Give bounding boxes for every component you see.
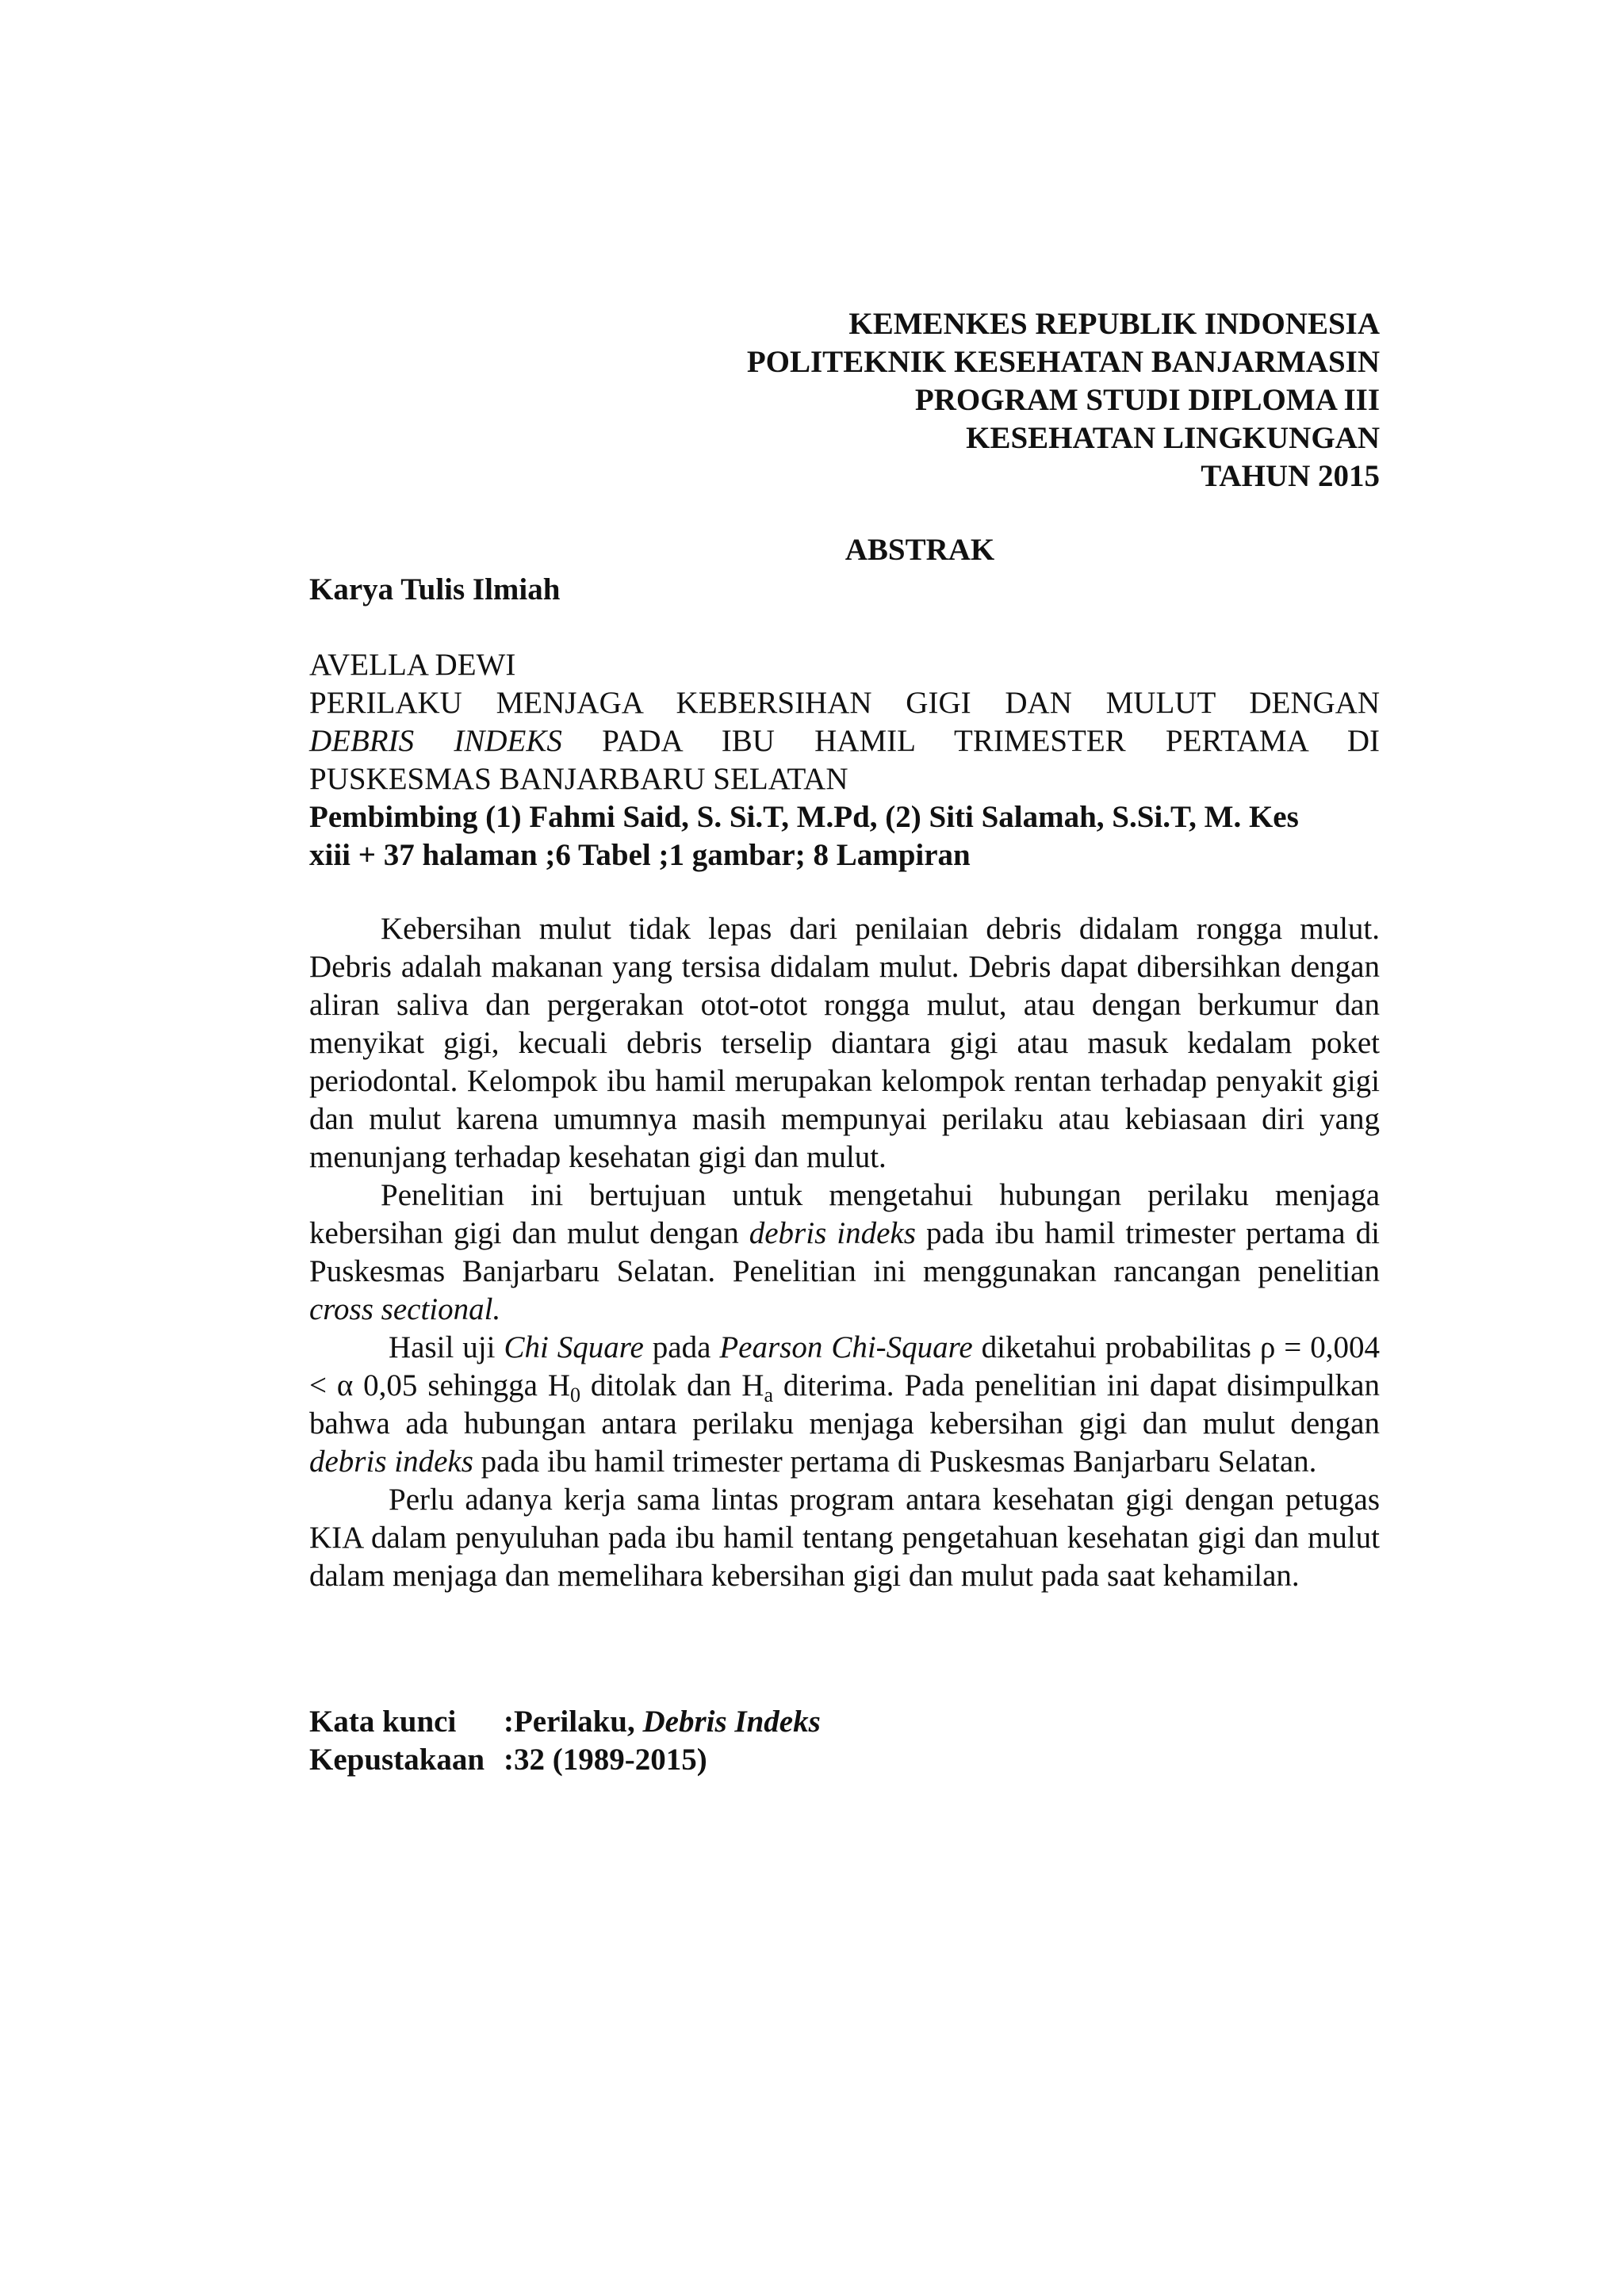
institution-header bbox=[309, 305, 1380, 496]
references-value: :32 (1989-2015) bbox=[504, 1743, 707, 1777]
document-type: Karya Tulis Ilmiah bbox=[309, 572, 561, 607]
keywords-line bbox=[309, 1703, 821, 1741]
header-line-year: TAHUN 2015 bbox=[1201, 459, 1380, 493]
thesis-title bbox=[309, 684, 1380, 760]
author-name: AVELLA DEWI bbox=[309, 648, 516, 682]
paragraph-4: Perlu adanya kerja sama lintas program antara kesehatan gigi dengan petugas KIA dalam penyuluhan pada ibu hamil tentang pengetahuan kesehatan gigi dan mulut dalam menjaga dan memelihara kebersihan gigi dan mulut pada saat kehamilan. bbox=[309, 1483, 1380, 1593]
paragraph-2: Penelitian ini bertujuan untuk mengetahui hubungan perilaku menjaga kebersihan gigi dan mulut dengan debris indeks pada ibu hamil trimester pertama di Puskesmas Banjarbaru Selatan. Penelitian ini menggunakan rancangan penelitian cross sectional. bbox=[309, 1178, 1380, 1326]
supervisors-line: Pembimbing (1) Fahmi Said, S. Si.T, M.Pd, (2) Siti Salamah, S.Si.T, M. Kes bbox=[309, 800, 1299, 834]
paragraph-1: Kebersihan mulut tidak lepas dari penilaian debris didalam rongga mulut. Debris adalah makanan yang tersisa didalam mulut. Debris dapat dibersihkan dengan aliran saliva dan pergerakan otot-otot rongga mulut, atau dengan berkumur dan menyikat gigi, kecuali debris terselip diantara gigi atau masuk kedalam poket periodontal. Kelompok ibu hamil merupakan kelompok rentan terhadap penyakit gigi dan mulut karena umumnya masih mempunyai perilaku atau kebiasaan diri yang menunjang terhadap kesehatan gigi dan mulut. bbox=[309, 912, 1380, 1174]
abstract-body bbox=[309, 910, 1380, 1595]
title-italic-term: DEBRIS INDEKS bbox=[309, 724, 562, 758]
keywords-value: :Perilaku, bbox=[504, 1705, 643, 1739]
abstract-heading: ABSTRAK bbox=[845, 533, 995, 567]
references-line bbox=[309, 1741, 707, 1779]
page-info-line: xiii + 37 halaman ;6 Tabel ;1 gambar; 8 Lampiran bbox=[309, 838, 971, 872]
title-line-1: PERILAKU MENJAGA KEBERSIHAN GIGI DAN MULUT DENGAN bbox=[309, 686, 1380, 720]
header-line-ministry: KEMENKES REPUBLIK INDONESIA bbox=[848, 307, 1380, 341]
header-line-program: PROGRAM STUDI DIPLOMA III bbox=[914, 383, 1380, 417]
header-line-polytechnic: POLITEKNIK KESEHATAN BANJARMASIN bbox=[746, 345, 1380, 379]
title-line-2-rest: PADA IBU HAMIL TRIMESTER PERTAMA DI bbox=[561, 724, 1380, 758]
title-line-3: PUSKESMAS BANJARBARU SELATAN bbox=[309, 762, 848, 796]
keywords-italic: Debris Indeks bbox=[642, 1705, 821, 1739]
paragraph-3: Hasil uji Chi Square pada Pearson Chi-Square diketahui probabilitas ρ = 0,004 < α 0,05 sehingga $H_0$ ditolak dan $H_a$ diterima. Pada penelitian ini dapat disimpulkan bahwa ada hubungan antara perilaku menjaga kebersihan gigi dan mulut dengan debris indeks pada ibu hamil trimester pertama di Puskesmas Banjarbaru Selatan. bbox=[309, 1330, 1380, 1479]
keywords-label: Kata kunci bbox=[309, 1705, 457, 1739]
references-label: Kepustakaan bbox=[309, 1743, 485, 1777]
header-line-department: KESEHATAN LINGKUNGAN bbox=[966, 421, 1380, 455]
